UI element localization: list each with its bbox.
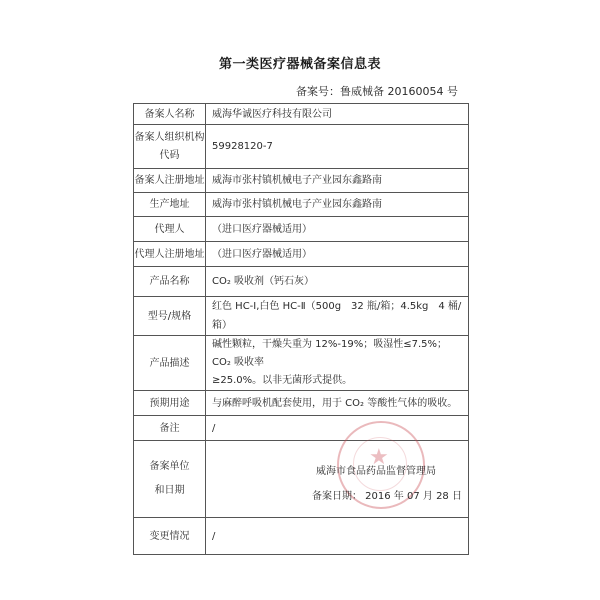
agent-addr-label: 代理人注册地址 — [134, 242, 206, 267]
product-value: CO₂ 吸收剂（钙石灰） — [206, 267, 469, 297]
change-label: 变更情况 — [134, 518, 206, 555]
model-label: 型号/规格 — [134, 297, 206, 336]
orgcode-value: 59928120-7 — [206, 125, 469, 169]
record-date: 备案日期： 2016 年 07 月 28 日 — [312, 491, 462, 502]
orgcode-label-line1: 备案人组织机构 — [134, 131, 205, 143]
change-value: / — [206, 518, 469, 555]
agent-addr-value: （进口医疗器械适用） — [206, 242, 469, 267]
orgcode-label-line2: 代码 — [159, 149, 180, 161]
applicant-value: 威海华诚医疗科技有限公司 — [206, 104, 469, 125]
unit-label-line2: 和日期 — [154, 485, 185, 496]
orgcode-label — [134, 125, 206, 169]
prod-addr-label: 生产地址 — [134, 193, 206, 217]
desc-value-line2: ≥25.0%。以非无菌形式提供。 — [212, 375, 353, 386]
prod-addr-value: 威海市张村镇机械电子产业园东鑫路南 — [206, 193, 469, 217]
unit-value-cell — [206, 441, 469, 518]
agent-label: 代理人 — [134, 217, 206, 242]
record-number: 备案号：鲁威械备 20160054 号 — [296, 85, 458, 98]
issuing-organization: 威海市食品药品监督管理局 — [316, 466, 436, 477]
desc-value-line1: 碱性颗粒，干燥失重为 12%-19%；吸湿性≤7.5%；CO₂ 吸收率 — [212, 339, 448, 368]
seal-star-icon: ★ — [369, 445, 389, 470]
agent-value: （进口医疗器械适用） — [206, 217, 469, 242]
document-title: 第一类医疗器械备案信息表 — [218, 57, 381, 72]
product-label: 产品名称 — [134, 267, 206, 297]
remark-value: / — [206, 416, 469, 441]
unit-label-line1: 备案单位 — [149, 461, 190, 472]
remark-label: 备注 — [134, 416, 206, 441]
model-value: 红色 HC-Ⅰ,白色 HC-Ⅱ（500g 32 瓶/箱；4.5kg 4 桶/箱） — [206, 297, 469, 336]
desc-label: 产品描述 — [134, 336, 206, 391]
unit-label — [134, 441, 206, 518]
use-label: 预期用途 — [134, 391, 206, 416]
reg-addr-label: 备案人注册地址 — [134, 169, 206, 193]
reg-addr-value: 威海市张村镇机械电子产业园东鑫路南 — [206, 169, 469, 193]
desc-value — [206, 336, 469, 391]
applicant-label: 备案人名称 — [134, 104, 206, 125]
use-value: 与麻醉呼吸机配套使用，用于 CO₂ 等酸性气体的吸收。 — [206, 391, 469, 416]
